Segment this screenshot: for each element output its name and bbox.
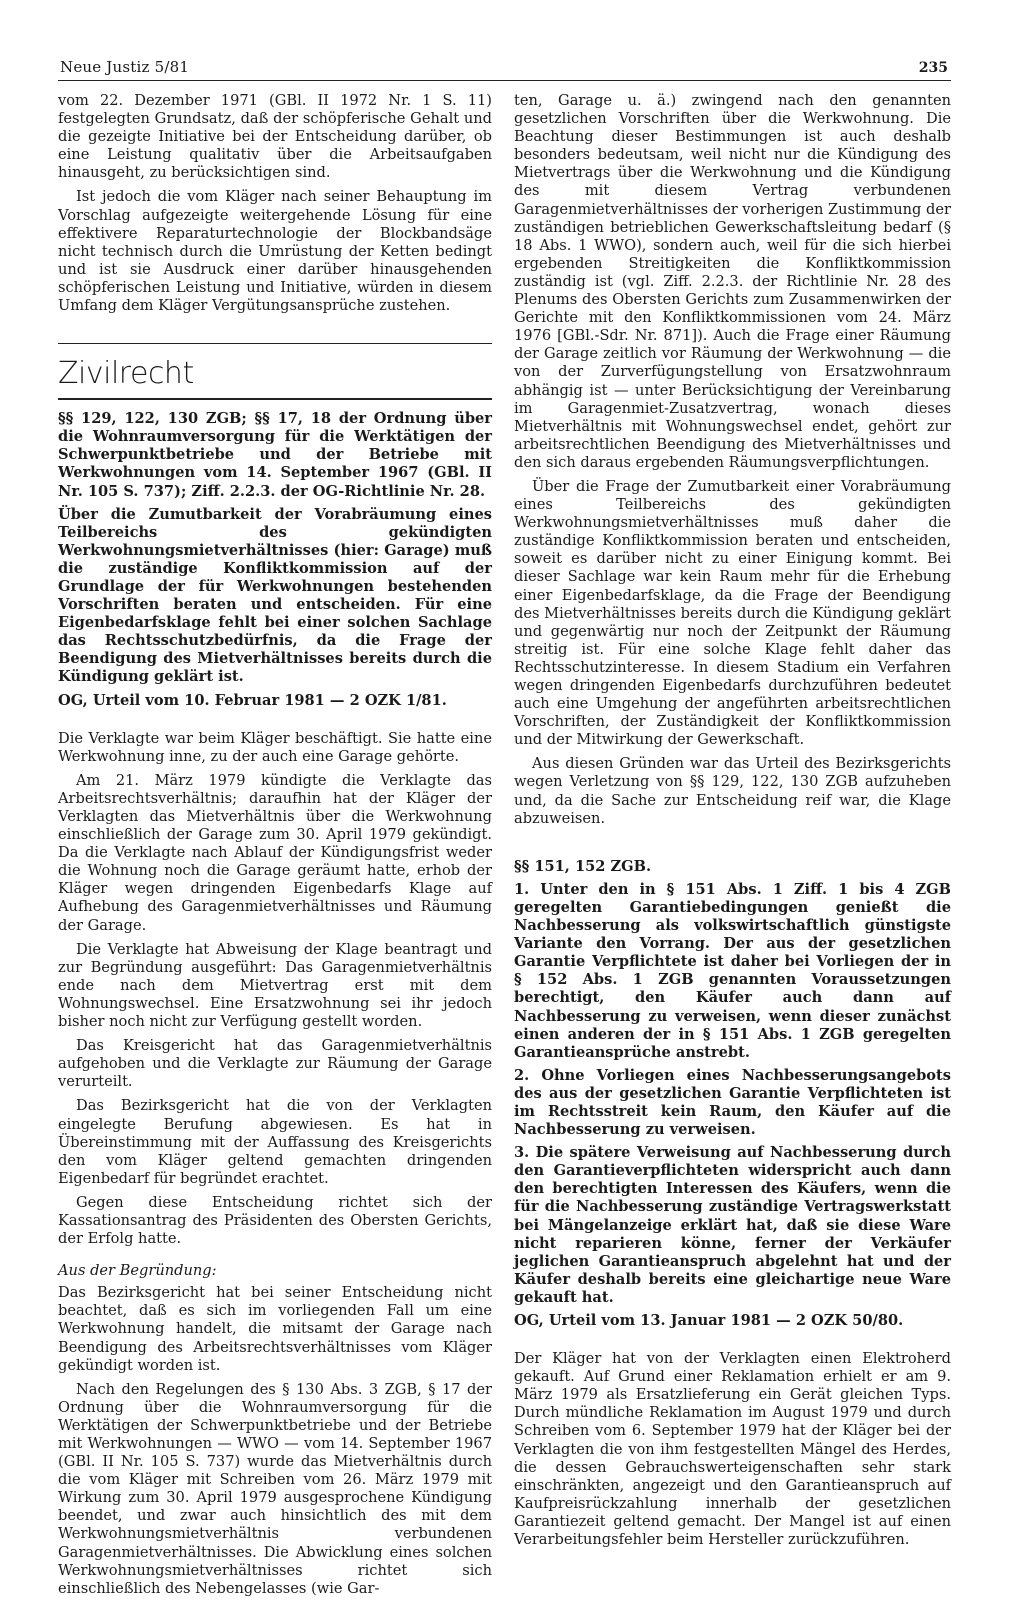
spacer xyxy=(514,834,951,858)
paragraph: Über die Frage der Zumutbarkeit einer Vorabräumung eines Teilbereichs des gekündigten Werkwohnungsmietverhältnisses muß daher die zuständige Konfliktkommission beraten und entscheiden, soweit es darüber nicht zu einer Einigung kommt. Bei dieser Sachlage war kein Raum mehr für die Erhebung einer Eigenbedarfsklage, da die Frage der Beendigung des Mietverhältnisses bereits durch die Kündigung geklärt und gegenwärtig nur noch der Zeitpunkt der Räumung streitig ist. Für eine solche Klage fehlt daher das Rechtsschutzinteresse. In diesem Stadium ein Verfahren wegen dringenden Eigenbedarfs durchzuführen bedeutet auch eine Umgehung der angeführten arbeitsrechtlichen Vorschriften, der Zuständigkeit der Konfliktkommission und der Mitwirkung der Gewerkschaft. xyxy=(514,477,951,749)
paragraph: Am 21. März 1979 kündigte die Verklagte das Arbeitsrechtsverhältnis; daraufhin hat der Kläger der Verklagten das Mietverhältnis über die Werkwohnung einschließlich der Garage zum 30. April 1979 gekündigt. Da die Verklagte nach Ablauf der Kündigungsfrist weder die Wohnung noch die Garage geräumt hatte, erhob der Kläger wegen dringenden Eigenbedarfs Klage auf Aufhebung des Garagenmietverhältnisses und Räumung der Garage. xyxy=(58,771,492,934)
right-column xyxy=(514,92,951,1555)
section-divider xyxy=(58,398,492,400)
paragraph: Der Kläger hat von der Verklagten einen Elektroherd gekauft. Auf Grund einer Reklamation erhielt er am 9. März 1979 als Ersatzlieferung ein Gerät gleichen Typs. Durch mündliche Reklamation im August 1979 und durch Schreiben vom 6. September 1979 hat der Kläger bei der Verklagten die von ihm festgestellten Mängel des Herdes, die dessen Gebrauchswerteigenschaften sehr stark einschränkten, angezeigt und den Garantieanspruch auf Kaufpreisrückzahlung innerhalb der gesetzlichen Garantiezeit geltend gemacht. Der Mangel ist auf einen Verarbeitungsfehler beim Hersteller zurückzuführen. xyxy=(514,1350,951,1549)
decision-citation: OG, Urteil vom 10. Februar 1981 — 2 OZK 1/81. xyxy=(58,691,447,709)
paragraph: Die Verklagte hat Abweisung der Klage beantragt und zur Begründung ausgeführt: Das Garagenmietverhältnis ende nach dem Mietvertrag erst mit dem Wohnungswechsel. Eine Ersatzwohnung sei ihr jedoch bisher noch nicht zur Verfügung gestellt worden. xyxy=(58,940,492,1031)
headnote: Über die Zumutbarkeit der Vorabräumung eines Teilbereichs des gekündigten Werkwohnungsmietverhältnisses (hier: Garage) muß die zuständige Konfliktkommission auf der Grundlage der für Werkwohnungen bestehenden Vorschriften beraten und entscheiden. Für eine Eigenbedarfsklage fehlt bei einer solchen Sachlage das Rechtsschutzbedürfnis, da die Frage der Beendigung des Mietverhältnisses bereits durch die Kündigung geklärt ist. xyxy=(58,505,492,686)
header-divider xyxy=(58,80,951,81)
paragraph: ten, Garage u. ä.) zwingend nach den genannten gesetzlichen Vorschriften über die Werkwohnung. Die Beachtung dieser Bestimmungen ist auch deshalb besonders bedeutsam, weil nicht nur die Kündigung des Mietvertrags über die Werkwohnung und die Kündigung des mit diesem Vertrag verbundenen Garagenmietverhältnisses der vorherigen Zustimmung der zuständigen betrieblichen Gewerkschaftsleitung bedarf (§ 18 Abs. 1 WWO), sondern auch, weil für die sich hierbei ergebenden Streitigkeiten die Konfliktkommission zuständig ist (vgl. Ziff. 2.2.3. der Richtlinie Nr. 28 des Plenums des Obersten Gerichts zum Zusammenwirken der Gerichte mit den Konfliktkommissionen vom 24. März 1976 [GBl.-Sdr. Nr. 871]). Auch die Frage einer Räumung der Garage zeitlich vor Räumung der Werkwohnung — die von der Zurverfügungstellung von Ersatzwohnraum abhängig ist — unter Berücksichtigung der Vereinbarung im Garagenmiet-Zusatzvertrag, wonach dieses Mietverhältnis mit Wohnungswechsel endet, gehört zur arbeitsrechtlichen Beendigung des Mietverhältnisses und den sich daraus ergebenden Räumungsverpflichtungen. xyxy=(514,92,951,471)
paragraph: Das Kreisgericht hat das Garagenmietverhältnis aufgehoben und die Verklagte zur Räumung der Garage verurteilt. xyxy=(58,1037,492,1091)
paragraph: Aus diesen Gründen war das Urteil des Bezirksgerichts wegen Verletzung von §§ 129, 122, 130 ZGB aufzuheben und, da die Sache zur Entscheidung reif war, die Klage abzuweisen. xyxy=(514,755,951,827)
headnote-item: 2. Ohne Vorliegen eines Nachbesserungsangebots des aus der gesetzlichen Garantie Verpflichteten ist im Rechtsstreit kein Raum, den Käufer auf die Nachbesserung zu verweisen. xyxy=(514,1066,951,1139)
paragraph: vom 22. Dezember 1971 (GBl. II 1972 Nr. 1 S. 11) festgelegten Grundsatz, daß der schöpferische Gehalt und die gezeigte Initiative bei der Entscheidung darüber, ob eine Leistung qualitativ über die Arbeitsaufgaben hinausgeht, zu berücksichtigen sind. xyxy=(58,92,492,182)
norm-references: §§ 129, 122, 130 ZGB; §§ 17, 18 der Ordnung über die Wohnraumversorgung für die Werktätigen der Schwerpunktbetriebe und der Betriebe mit Werkwohnungen vom 14. September 1967 (GBl. II Nr. 105 S. 737); Ziff. 2.2.3. der OG-Richtlinie Nr. 28. xyxy=(58,410,492,500)
section-title: Zivilrecht xyxy=(58,343,492,392)
decision-citation: OG, Urteil vom 13. Januar 1981 — 2 OZK 50/80. xyxy=(514,1312,904,1329)
paragraph: Das Bezirksgericht hat die von der Verklagten eingelegte Berufung abgewiesen. Es hat in Übereinstimmung mit der Auffassung des Kreisgerichts den vom Kläger geltend gemachten dringenden Eigenbedarf für begründet erachtet. xyxy=(58,1097,492,1187)
journal-header: Neue Justiz 5/81 xyxy=(60,58,190,76)
left-column xyxy=(58,92,492,1604)
paragraph: Gegen diese Entscheidung richtet sich der Kassationsantrag des Präsidenten des Obersten Gerichts, der Erfolg hatte. xyxy=(58,1193,492,1248)
norm-references: §§ 151, 152 ZGB. xyxy=(514,857,652,875)
paragraph: Ist jedoch die vom Kläger nach seiner Behauptung im Vorschlag aufgezeigte weitergehende Lösung für eine effektivere Reparaturtechnologie der Blockbandsäge nicht technisch durch die Umrüstung der Ketten bedingt und ist sie Ausdruck einer darüber hinausgehenden schöpferischen Leistung und Initiative, würden in diesem Umfang dem Kläger Vergütungsansprüche zustehen. xyxy=(58,188,492,315)
paragraph: Die Verklagte war beim Kläger beschäftigt. Sie hatte eine Werkwohnung inne, zu der auch eine Garage gehörte. xyxy=(58,729,492,765)
headnote-item: 1. Unter den in § 151 Abs. 1 Ziff. 1 bis 4 ZGB geregelten Garantiebedingungen genießt die Nachbesserung als volkswirtschaftlich günstigste Variante den Vorrang. Der aus der gesetzlichen Garantie Verpflichtete ist daher bei Vorliegen der in § 152 Abs. 1 ZGB genannten Voraussetzungen berechtigt, den Käufer auch dann auf Nachbesserung zu verweisen, wenn dieser zunächst einen anderen der in § 151 Abs. 1 ZGB geregelten Garantieansprüche anstrebt. xyxy=(514,880,951,1061)
reasons-heading: Aus der Begründung: xyxy=(58,1262,217,1280)
headnote-item: 3. Die spätere Verweisung auf Nachbesserung durch den Garantieverpflichteten widerspricht auch dann den berechtigten Interessen des Käufers, wenn die für die Nachbesserung zuständige Vertragswerkstatt bei Mängelanzeige erklärt hat, daß sie diese Ware nicht reparieren könne, ferner der Verkäufer jeglichen Garantieanspruch abgelehnt hat und der Käufer deshalb bereits eine gleichartige neue Ware gekauft hat. xyxy=(514,1144,951,1306)
page-number: 235 xyxy=(918,60,948,76)
paragraph: Das Bezirksgericht hat bei seiner Entscheidung nicht beachtet, daß es sich im vorliegenden Fall um eine Werkwohnung handelt, die mitsamt der Garage nach Beendigung des Arbeitsrechtsverhältnisses vom Kläger gekündigt worden ist. xyxy=(58,1284,492,1374)
paragraph: Nach den Regelungen des § 130 Abs. 3 ZGB, § 17 der Ordnung über die Wohnraumversorgung für die Werktätigen der Schwerpunktbetriebe und der Betriebe mit Werkwohnungen — WWO — vom 14. September 1967 (GBl. II Nr. 105 S. 737) wurde das Mietverhältnis durch die vom Kläger mit Schreiben vom 26. März 1979 mit Wirkung zum 30. April 1979 ausgesprochene Kündigung beendet, und zwar auch hinsichtlich des mit dem Werkwohnungsmietverhältnis verbundenen Garagenmietverhältnisses. Die Abwicklung eines solchen Werkwohnungsmietverhältnisses richtet sich einschließlich des Nebengelasses (wie Gar- xyxy=(58,1380,492,1597)
